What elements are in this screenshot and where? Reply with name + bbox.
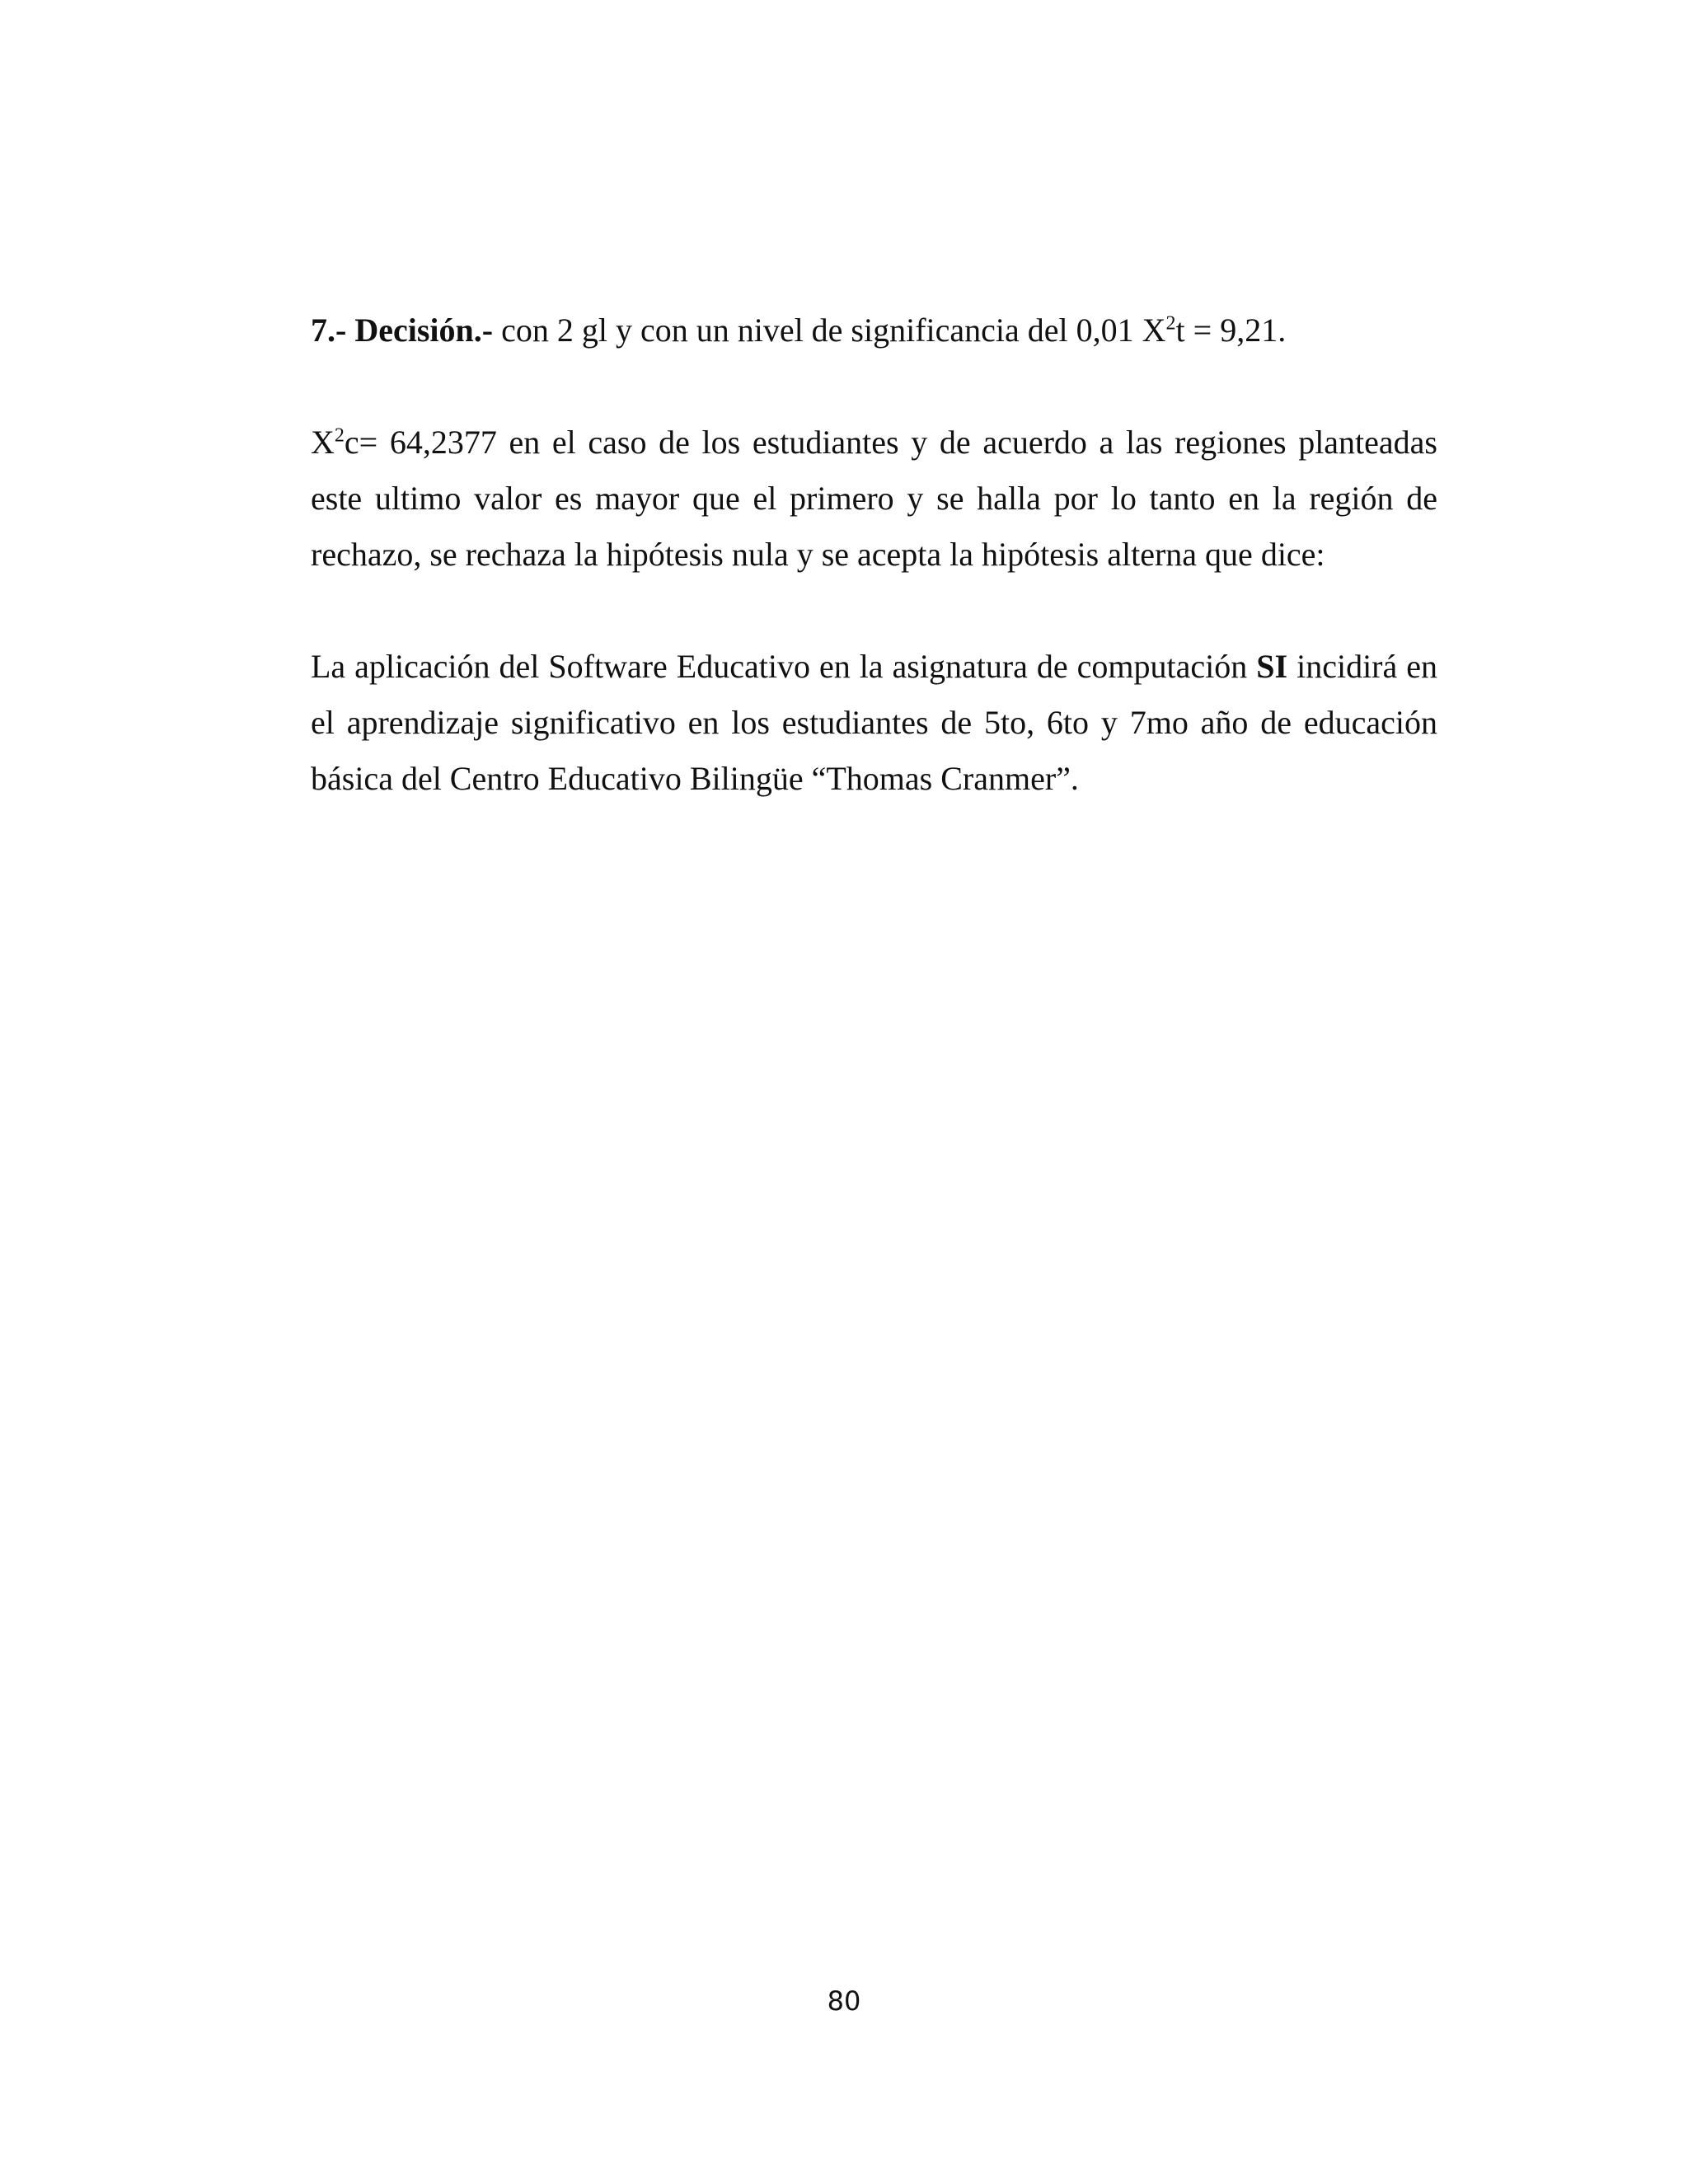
decision-text: con 2 gl y con un nivel de significancia del 0,01 X bbox=[493, 312, 1166, 349]
chi-square-paragraph bbox=[311, 415, 1437, 583]
decision-paragraph bbox=[311, 302, 1437, 359]
superscript: 2 bbox=[1165, 312, 1176, 335]
hypothesis-text-end: incidirá en el aprendizaje significativo en los estudiantes de 5to, 6to y 7mo año de educación básica del Centro Educativo Bilingüe “Thomas Cranmer”. bbox=[311, 648, 1438, 797]
decision-text-end: t = 9,21. bbox=[1175, 312, 1287, 349]
hypothesis-text: La aplicación del Software Educativo en la asignatura de computación bbox=[311, 648, 1257, 685]
page-number: 80 bbox=[827, 1985, 861, 2017]
chi-square-text: c= 64,2377 en el caso de los estudiantes y de acuerdo a las regiones planteadas este ultimo valor es mayor que el primero y se halla por lo tanto en la región de rechazo, se rechaza la hipótesis nula y se acepta la hipótesis alterna que dice: bbox=[311, 424, 1437, 573]
chi-symbol: X bbox=[311, 424, 335, 461]
superscript: 2 bbox=[334, 424, 345, 447]
hypothesis-paragraph bbox=[311, 639, 1437, 807]
decision-heading: 7.- Decisión.- bbox=[311, 312, 494, 349]
hypothesis-emphasis: SI bbox=[1256, 648, 1288, 685]
